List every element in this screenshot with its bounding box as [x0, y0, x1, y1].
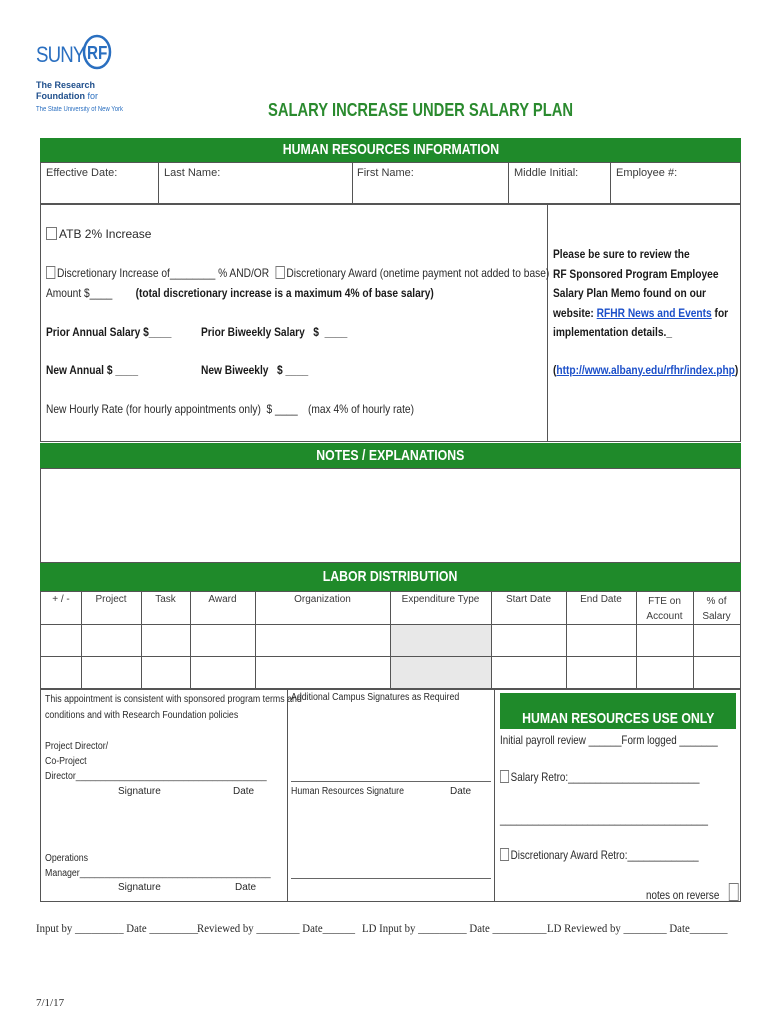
- consistent-note: [45, 692, 302, 724]
- rfhr-url-link[interactable]: http://www.albany.edu/rfhr/index.php: [556, 362, 735, 377]
- new-annual[interactable]: New Annual $ ____: [46, 363, 139, 377]
- salary-retro-row: [500, 770, 699, 784]
- pd-line2: Co-Project: [45, 756, 87, 767]
- pd-signature-caption: Signature: [118, 786, 161, 797]
- notes-on-reverse-checkbox[interactable]: [729, 883, 739, 901]
- logo-line2: Foundation: [36, 91, 85, 101]
- labor-header-bar: [40, 563, 741, 591]
- logo-brand-right: RF: [87, 43, 108, 63]
- atb-row[interactable]: [46, 227, 151, 241]
- col-task: Task: [155, 594, 176, 605]
- operations-manager-signature-line[interactable]: [45, 851, 271, 881]
- footer-input-by[interactable]: Input by _________ Date _________: [36, 921, 198, 935]
- logo-line2-suffix: for: [87, 91, 99, 101]
- pd-date-caption: Date: [233, 786, 255, 797]
- memo-line1: Please be sure to review the: [553, 247, 690, 261]
- col-percent-salary: % of Salary: [702, 596, 731, 622]
- col-fte-on-account: FTE on Account: [646, 596, 683, 622]
- max-hourly-note: (max 4% of hourly rate): [308, 402, 415, 416]
- memo-line3: Salary Plan Memo found on our: [553, 286, 707, 300]
- disc-award-label: Discretionary Award (onetime payment not added to base): [286, 266, 550, 280]
- suny-rf-logo: [36, 34, 136, 120]
- project-director-signature-line[interactable]: [45, 739, 267, 784]
- col-project: Project: [95, 594, 127, 605]
- logo-line1: The Research: [36, 80, 96, 90]
- notes-textarea[interactable]: [40, 468, 741, 563]
- prior-annual-salary[interactable]: Prior Annual Salary $____: [46, 325, 172, 339]
- increase-section: [40, 204, 741, 442]
- memo-note: [553, 245, 738, 380]
- hr-info-row: [40, 162, 741, 204]
- labor-table: [40, 591, 741, 689]
- memo-line4: [553, 304, 738, 324]
- disc-award-retro-label: Discretionary Award Retro:_____________: [510, 848, 699, 862]
- table-row[interactable]: [41, 657, 740, 688]
- atb-checkbox[interactable]: [46, 227, 57, 240]
- pd-line1: Project Director/: [45, 741, 109, 752]
- discretionary-row: [46, 266, 549, 280]
- logo-brand-left: SUNY: [36, 42, 85, 67]
- notes-on-reverse-label: notes on reverse: [646, 888, 720, 902]
- hr-info-header-bar: [40, 138, 741, 162]
- disc-increase-checkbox[interactable]: [46, 266, 55, 279]
- new-biweekly[interactable]: New Biweekly $ ____: [201, 363, 309, 377]
- effective-date-field[interactable]: Effective Date:: [46, 167, 118, 179]
- memo-line5: implementation details._: [553, 325, 673, 339]
- rfhr-news-link[interactable]: RFHR News and Events: [596, 305, 712, 320]
- additional-signatures-label: Additional Campus Signatures as Required: [291, 692, 460, 703]
- atb-label: ATB 2% Increase: [59, 227, 152, 241]
- hr-use-blank-line: ______________________________________: [500, 812, 708, 826]
- hr-use-header: HUMAN RESOURCES USE ONLY: [521, 710, 715, 727]
- pd-line3: Director_______________________________________: [45, 771, 267, 782]
- salary-retro-checkbox[interactable]: [500, 770, 509, 783]
- labor-header: LABOR DISTRIBUTION: [323, 568, 458, 585]
- first-name-field[interactable]: First Name:: [357, 167, 414, 179]
- disc-award-checkbox[interactable]: [275, 266, 284, 279]
- ops-date-caption: Date: [235, 882, 257, 893]
- employee-number-field[interactable]: Employee #:: [616, 167, 678, 179]
- memo-line4-pre: website:: [553, 305, 597, 320]
- form-title: SALARY INCREASE UNDER SALARY PLAN: [268, 100, 574, 120]
- middle-initial-field[interactable]: Middle Initial:: [514, 167, 579, 179]
- col-expenditure-type: Expenditure Type: [401, 594, 480, 605]
- hr-info-header: HUMAN RESOURCES INFORMATION: [282, 141, 499, 158]
- ops-line2: Manager_______________________________________: [45, 868, 271, 879]
- hr-date-caption: Date: [450, 786, 472, 797]
- new-hourly-rate[interactable]: New Hourly Rate (for hourly appointments only) $ ____: [46, 402, 298, 416]
- memo-url-close: ): [734, 362, 739, 377]
- memo-line4-post: for: [711, 305, 729, 320]
- memo-url-open: (: [553, 362, 557, 377]
- revision-date: 7/1/17: [36, 997, 65, 1009]
- footer-ld-input-by[interactable]: LD Input by _________ Date __________: [362, 921, 547, 935]
- amount-label[interactable]: Amount $____: [46, 286, 113, 300]
- amount-row: [46, 286, 434, 300]
- logo-line3: The State University of New York: [36, 106, 123, 113]
- total-note: (total discretionary increase is a maximum 4% of base salary): [135, 286, 434, 300]
- notes-on-reverse-row: [646, 883, 740, 902]
- col-organization: Organization: [294, 594, 351, 605]
- hr-use-only-block: [495, 689, 741, 902]
- memo-line2: RF Sponsored Program Employee: [553, 266, 719, 281]
- disc-award-retro-checkbox[interactable]: [500, 848, 509, 861]
- table-row[interactable]: [41, 625, 740, 656]
- hr-signature-caption: Human Resources Signature: [291, 786, 404, 797]
- salary-retro-label: Salary Retro:________________________: [510, 770, 700, 784]
- ops-line1: Operations: [45, 853, 89, 864]
- footer-reviewed-by[interactable]: Reviewed by ________ Date______: [197, 921, 356, 935]
- prior-biweekly-salary[interactable]: Prior Biweekly Salary $ ____: [201, 325, 348, 339]
- consistent-line1: This appointment is consistent with sponsored program terms and: [45, 694, 302, 705]
- disc-increase-label: Discretionary Increase of________ % AND/OR: [57, 266, 270, 280]
- col-start-date: Start Date: [505, 594, 552, 605]
- consistent-line2: conditions and with Research Foundation policies: [45, 710, 239, 721]
- notes-header-bar: [40, 443, 741, 468]
- signatures-block: [40, 689, 495, 902]
- col-plus-minus: + / -: [52, 594, 70, 605]
- hr-use-header-bar: [500, 693, 736, 729]
- notes-header: NOTES / EXPLANATIONS: [316, 447, 465, 464]
- initial-payroll-review[interactable]: Initial payroll review ______Form logged _______: [500, 733, 718, 747]
- col-award: Award: [208, 594, 237, 605]
- last-name-field[interactable]: Last Name:: [164, 167, 221, 179]
- col-end-date: End Date: [580, 594, 622, 605]
- logo-line2-wrap: [36, 91, 98, 101]
- disc-award-retro-row: [500, 848, 699, 862]
- footer-ld-reviewed-by[interactable]: LD Reviewed by ________ Date_______: [547, 921, 728, 935]
- ops-signature-caption: Signature: [118, 882, 161, 893]
- memo-url-line: [553, 361, 738, 381]
